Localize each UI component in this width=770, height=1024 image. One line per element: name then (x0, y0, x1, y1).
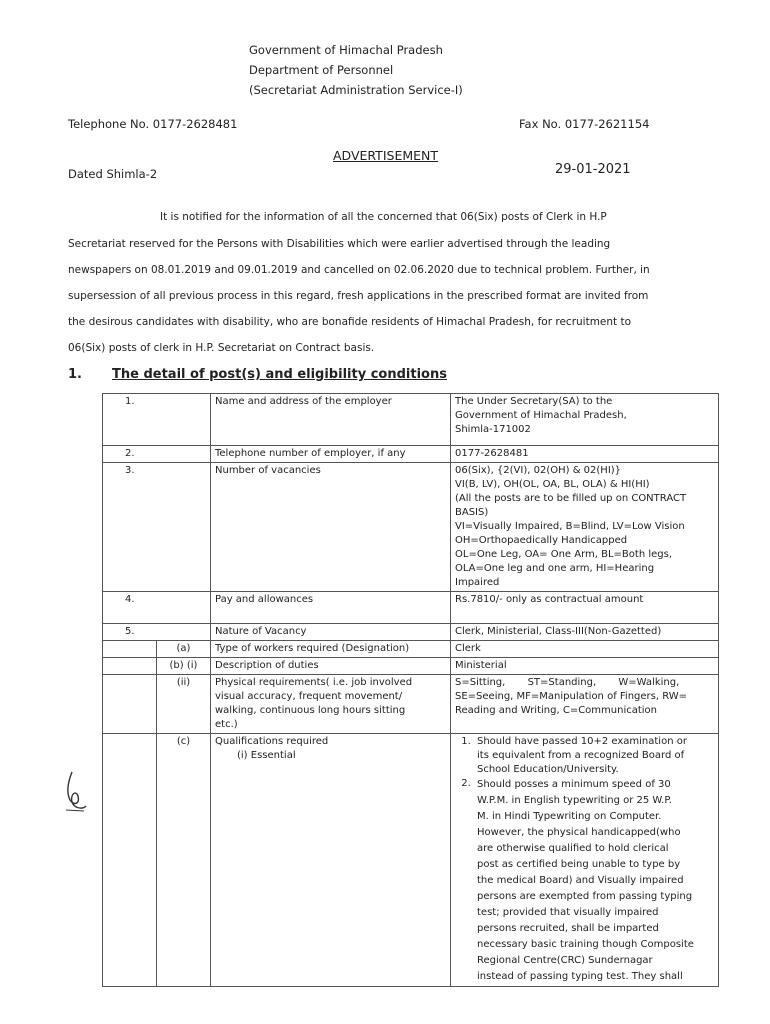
vacancy-line: (All the posts are to be filled up on CONTRACT (455, 493, 687, 504)
qualification-line: test; provided that visually impaired (477, 907, 659, 918)
qualification-number: 2. (461, 778, 471, 789)
body-line: 06(Six) posts of clerk in H.P. Secretariat on Contract basis. (68, 342, 375, 354)
employer-line: Shimla-171002 (455, 424, 531, 435)
physical-code-line: SE=Seeing, MF=Manipulation of Fingers, RW= (455, 691, 688, 702)
dated-place: Dated Shimla-2 (68, 167, 158, 181)
table-row (103, 394, 719, 446)
row-subnumber: (c) (157, 734, 211, 987)
physical-code-line: Reading and Writing, C=Communication (455, 705, 658, 716)
table-row (103, 446, 719, 463)
row-number: 4. (103, 592, 157, 624)
body-line: It is notified for the information of all the concerned that 06(Six) posts of Clerk in H.P (160, 211, 607, 223)
table-row (103, 641, 719, 658)
qualification-line: Should posses a minimum speed of 30 (477, 779, 671, 790)
physical-req-line: visual accuracy, frequent movement/ (215, 691, 403, 702)
telephone-number: Telephone No. 0177-2628481 (68, 117, 238, 131)
qualification-line: M. in Hindi Typewriting on Computer. (477, 811, 662, 822)
qualification-line: are otherwise qualified to hold clerical (477, 843, 669, 854)
table-row (103, 675, 719, 734)
vacancy-line: 06(Six), {2(VI), 02(OH) & 02(HI)} (455, 465, 622, 476)
qualification-line: However, the physical handicapped(who (477, 827, 681, 838)
section-title: The detail of post(s) and eligibility conditions (112, 367, 447, 382)
table-row (103, 734, 719, 987)
row-label: Type of workers required (Designation) (211, 641, 451, 658)
vacancy-line: VI=Visually Impaired, B=Blind, LV=Low Vision (455, 521, 685, 532)
qualification-line: School Education/University. (477, 764, 619, 775)
qualification-line: its equivalent from a recognized Board of (477, 750, 685, 761)
section-number: 1. (68, 367, 82, 382)
qualification-sublabel: (i) Essential (237, 750, 296, 761)
row-value (451, 463, 719, 592)
body-line: the desirous candidates with disability, who are bonafide residents of Himachal Pradesh, for recruitment to (68, 316, 632, 328)
row-subnumber: (b) (i) (157, 658, 211, 675)
row-label: Name and address of the employer (211, 394, 451, 446)
body-line: newspapers on 08.01.2019 and 09.01.2019 and cancelled on 02.06.2020 due to technical problem. Further, in (68, 264, 650, 276)
fax-number: Fax No. 0177-2621154 (519, 117, 650, 131)
body-line: supersession of all previous process in this regard, fresh applications in the prescribed format are invited from (68, 290, 649, 302)
physical-req-line: Physical requirements( i.e. job involved (215, 677, 413, 688)
department-name: Department of Personnel (249, 63, 394, 77)
qualification-line: post as certified being unable to type by (477, 859, 681, 870)
row-label: Description of duties (211, 658, 451, 675)
qualification-line: Regional Centre(CRC) Sundernagar (477, 955, 653, 966)
service-name: (Secretariat Administration Service-I) (249, 83, 463, 97)
table-row (103, 624, 719, 641)
row-number: 3. (103, 463, 157, 592)
row-value (451, 675, 719, 734)
vacancy-line: OL=One Leg, OA= One Arm, BL=Both legs, (455, 549, 673, 560)
qualification-number: 1. (461, 736, 471, 747)
org-name: Government of Himachal Pradesh (249, 43, 443, 57)
row-subnumber: (ii) (157, 675, 211, 734)
row-number: 5. (103, 624, 157, 641)
qualification-line: instead of passing typing test. They shall (477, 971, 683, 982)
row-label (211, 734, 451, 987)
row-label: Nature of Vacancy (211, 624, 451, 641)
vacancy-line: OLA=One leg and one arm, HI=Hearing (455, 563, 655, 574)
qualification-line: Should have passed 10+2 examination or (477, 736, 687, 747)
employer-line: Government of Himachal Pradesh, (455, 410, 627, 421)
vacancy-line: OH=Orthopaedically Handicapped (455, 535, 628, 546)
qualification-line: persons recruited, shall be imparted (477, 923, 659, 934)
employer-line: The Under Secretary(SA) to the (455, 396, 613, 407)
qualification-line: persons are exempted from passing typing (477, 891, 693, 902)
row-label: Pay and allowances (211, 592, 451, 624)
document-title: ADVERTISEMENT (333, 148, 439, 163)
body-line: Secretariat reserved for the Persons with Disabilities which were earlier advertised through the leading (68, 238, 611, 250)
table-row (103, 463, 719, 592)
vacancy-line: Impaired (455, 577, 500, 588)
qualification-line: the medical Board) and Visually impaired (477, 875, 684, 886)
table-row (103, 592, 719, 624)
vacancy-line: VI(B, LV), OH(OL, OA, BL, OLA) & HI(HI) (455, 479, 650, 490)
row-value: Clerk, Ministerial, Class-III(Non-Gazetted) (451, 624, 719, 641)
row-label: Number of vacancies (211, 463, 451, 592)
physical-req-line: etc.) (215, 719, 238, 730)
row-value (451, 394, 719, 446)
row-value: Rs.7810/- only as contractual amount (451, 592, 719, 624)
row-subnumber: (a) (157, 641, 211, 658)
qualification-label: Qualifications required (215, 736, 329, 747)
row-value: Clerk (451, 641, 719, 658)
row-value (451, 734, 719, 987)
initials-signature (62, 770, 88, 814)
table-row (103, 658, 719, 675)
row-number: 1. (103, 394, 157, 446)
issue-date: 29-01-2021 (555, 162, 631, 177)
physical-code-line: S=Sitting, ST=Standing, W=Walking, (455, 677, 680, 688)
eligibility-table (102, 393, 719, 987)
qualification-line: W.P.M. in English typewriting or 25 W.P. (477, 795, 672, 806)
qualification-line: necessary basic training though Composite (477, 939, 694, 950)
physical-req-line: walking, continuous long hours sitting (215, 705, 406, 716)
row-label (211, 675, 451, 734)
row-value: Ministerial (451, 658, 719, 675)
row-value: 0177-2628481 (451, 446, 719, 463)
row-label: Telephone number of employer, if any (211, 446, 451, 463)
vacancy-line: BASIS) (455, 507, 489, 518)
row-number: 2. (103, 446, 157, 463)
